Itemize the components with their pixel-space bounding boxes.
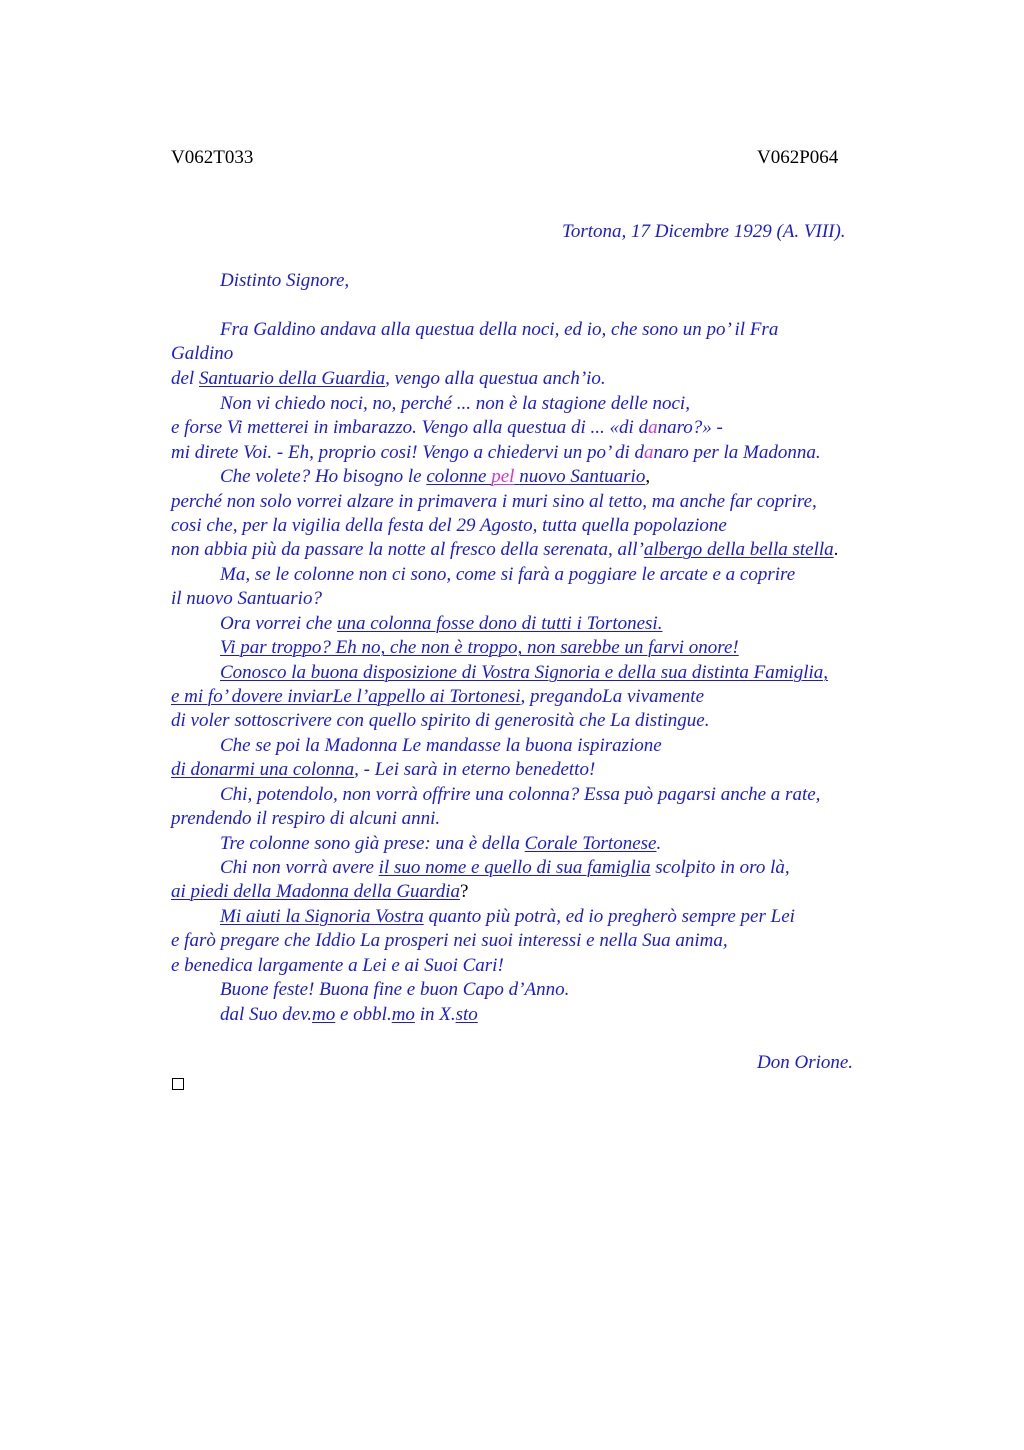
- underlined-phrase: una colonna fosse dono di tutti i Tortonesi.: [336, 613, 663, 634]
- text-run: ?: [460, 881, 469, 902]
- text-run: Chi non vorrà avere: [220, 857, 379, 878]
- underlined-phrase: il suo nome e quello di sua famiglia: [378, 857, 651, 878]
- letter-line-10: [171, 538, 838, 562]
- letter-line-16: [171, 685, 704, 709]
- end-mark-box-icon: [172, 1078, 184, 1090]
- letter-salutation: Distinto Signore,: [220, 270, 350, 291]
- letter-line-14: Vi par troppo? Eh no, che non è troppo, non sarebbe un farvi onore!: [220, 637, 739, 658]
- letter-line-21: prendendo il respiro di alcuni anni.: [171, 808, 441, 829]
- underlined-phrase: albergo della bella stella: [643, 539, 834, 560]
- letter-line-1: Fra Galdino andava alla questua della noci, ed io, che sono un po’ il Fra: [220, 319, 779, 340]
- letter-line-24: [171, 880, 468, 904]
- letter-line-25: [220, 905, 795, 929]
- text-run: e obbl.: [335, 1004, 392, 1025]
- letter-line-26: e farò pregare che Iddio La prosperi nei suoi interessi e nella Sua anima,: [171, 930, 728, 951]
- underlined-phrase: e mi fo’ dovere inviarLe l’appello ai Tortonesi: [171, 686, 521, 707]
- underlined-abbrev: sto: [455, 1004, 478, 1025]
- letter-line-18: Che se poi la Madonna Le mandasse la buona ispirazione: [220, 735, 662, 756]
- document-code-left: V062T033: [171, 147, 254, 168]
- letter-signature: Don Orione.: [757, 1052, 854, 1073]
- text-run: del: [171, 368, 199, 389]
- text-run: e forse Vi metterei in imbarazzo. Vengo alla questua di ... «di d: [171, 417, 649, 438]
- text-run: quanto più potrà, ed io pregherò sempre per Lei: [423, 906, 795, 927]
- text-run: naro?» -: [657, 417, 723, 438]
- letter-line-8: perché non solo vorrei alzare in primavera i muri sino al tetto, ma anche far coprire,: [171, 491, 817, 512]
- text-run: , vengo alla questua anch’io.: [385, 368, 606, 389]
- letter-line-2: Galdino: [171, 343, 234, 364]
- letter-line-7: [220, 465, 650, 489]
- letter-line-9: cosi che, per la vigilia della festa del 29 Agosto, tutta quella popolazione: [171, 515, 727, 536]
- letter-line-12: il nuovo Santuario?: [171, 588, 322, 609]
- text-run: mi direte Voi. - Eh, proprio cosi! Vengo a chiedervi un po’ di d: [171, 442, 644, 463]
- letter-line-4: Non vi chiedo noci, no, perché ... non è la stagione delle noci,: [220, 393, 690, 414]
- letter-line-20: Chi, potendolo, non vorrà offrire una colonna? Essa può pagarsi anche a rate,: [220, 784, 821, 805]
- highlighted-letter: a: [648, 417, 658, 438]
- letter-line-3: [171, 367, 606, 391]
- document-code-right: V062P064: [757, 147, 839, 168]
- letter-line-27: e benedica largamente a Lei e ai Suoi Cari!: [171, 955, 504, 976]
- underlined-phrase: nuovo Santuario: [519, 466, 646, 487]
- underlined-phrase: ai piedi della Madonna della Guardia: [171, 881, 461, 902]
- underlined-phrase: di donarmi una colonna: [171, 759, 355, 780]
- underlined-phrase: Corale Tortonese: [524, 833, 657, 854]
- underlined-phrase: Mi aiuti la Signoria Vostra: [220, 906, 424, 927]
- text-run: Che volete? Ho bisogno le: [220, 466, 427, 487]
- underlined-abbrev: mo: [312, 1004, 336, 1025]
- underlined-phrase: colonne: [426, 466, 487, 487]
- underlined-abbrev: mo: [391, 1004, 415, 1025]
- text-run: naro per la Madonna.: [653, 442, 821, 463]
- letter-line-19: [171, 758, 595, 782]
- text-run: scolpito in oro là,: [650, 857, 790, 878]
- text-run: .: [656, 833, 662, 854]
- letter-line-5: [171, 416, 723, 440]
- letter-line-23: [220, 856, 790, 880]
- text-run: Tre colonne sono già prese: una è della: [220, 833, 525, 854]
- text-run: Ora vorrei che: [220, 613, 337, 634]
- highlighted-word: pel: [491, 466, 515, 487]
- text-run: , - Lei sarà in eterno benedetto!: [354, 759, 596, 780]
- text-run: in X.: [414, 1004, 456, 1025]
- letter-line-28: Buone feste! Buona fine e buon Capo d’Anno.: [220, 979, 570, 1000]
- letter-line-17: di voler sottoscrivere con quello spirito di generosità che La distingue.: [171, 710, 710, 731]
- text-run: ,: [645, 466, 651, 487]
- letter-closing: [220, 1003, 478, 1027]
- letter-line-22: [220, 832, 661, 856]
- text-run: , pregandoLa vivamente: [520, 686, 704, 707]
- letter-date: Tortona, 17 Dicembre 1929 (A. VIII).: [562, 221, 846, 242]
- letter-line-6: [171, 441, 821, 465]
- letter-line-11: Ma, se le colonne non ci sono, come si farà a poggiare le arcate e a coprire: [220, 564, 796, 585]
- letter-line-13: [220, 612, 662, 636]
- highlighted-letter: a: [644, 442, 654, 463]
- text-run: .: [833, 539, 839, 560]
- text-run: non abbia più da passare la notte al fresco della serenata, all’: [171, 539, 644, 560]
- underlined-phrase: Santuario della Guardia: [198, 368, 386, 389]
- letter-line-15: Conosco la buona disposizione di Vostra Signoria e della sua distinta Famiglia,: [220, 662, 829, 683]
- text-run: dal Suo dev.: [220, 1004, 312, 1025]
